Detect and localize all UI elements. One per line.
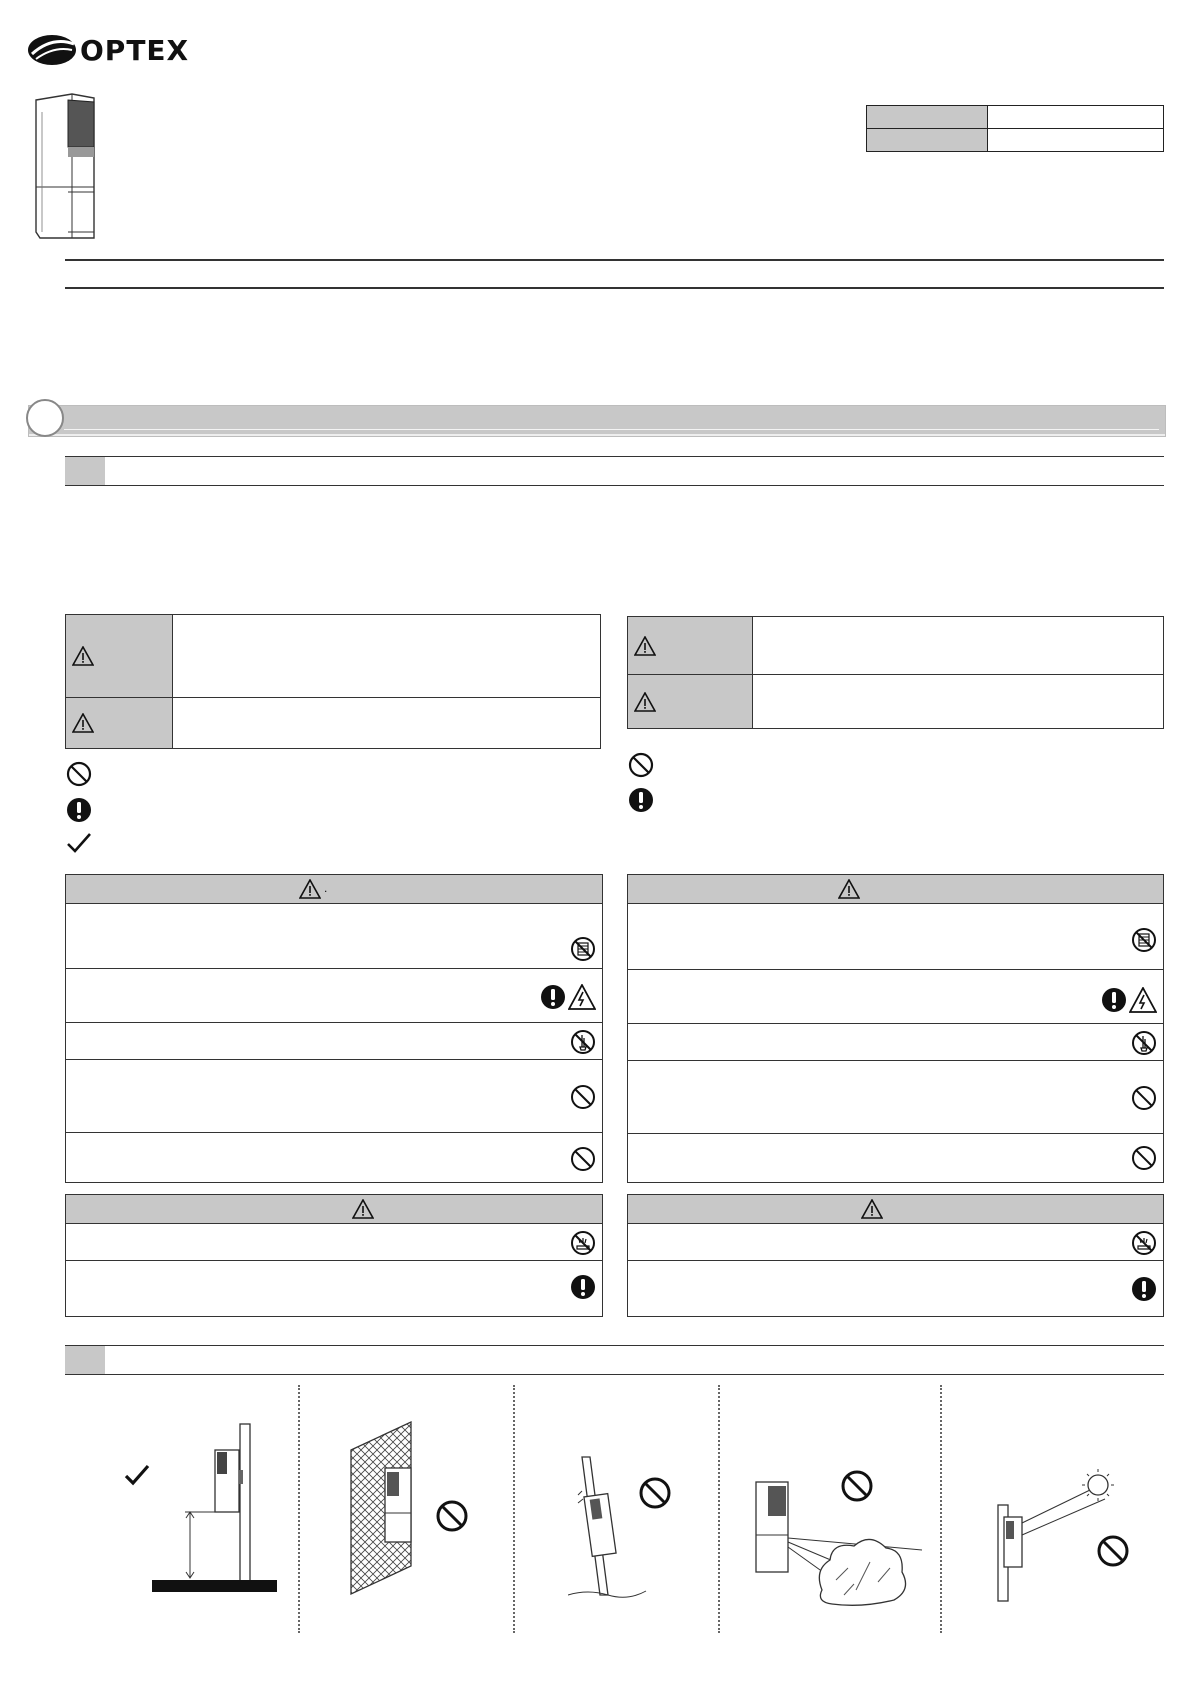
- no-water-icon: [570, 1230, 596, 1256]
- row-icons: [570, 936, 596, 962]
- row-icons: [1131, 1145, 1157, 1171]
- signal-word-table-left: [65, 614, 601, 749]
- warning-row: [66, 1133, 602, 1182]
- no-disassembly-icon: [1131, 927, 1157, 953]
- warning-row: [628, 1061, 1163, 1134]
- section-number-circle: [26, 399, 64, 437]
- warning-box-right: [627, 874, 1164, 1183]
- warning-box-title: [66, 875, 602, 904]
- row-icons: [570, 1274, 596, 1300]
- table-value-cell: [988, 106, 1164, 129]
- divider: [65, 259, 1164, 261]
- warning-box-title-suffix: .: [324, 881, 328, 895]
- electric-shock-icon: [568, 984, 596, 1010]
- warning-triangle-icon: [861, 1199, 883, 1219]
- row-icons: [540, 984, 596, 1010]
- electric-shock-icon: [1129, 987, 1157, 1013]
- model-info-table: [866, 105, 1164, 152]
- caution-row: [628, 1224, 1163, 1261]
- warning-triangle-icon: [72, 646, 94, 666]
- mandatory-icon: [1131, 1276, 1157, 1302]
- illustration-wall-mount-prohibited: [345, 1418, 485, 1598]
- caution-row: [66, 1261, 602, 1318]
- product-image: [32, 92, 102, 242]
- table-label-cell: [867, 106, 988, 129]
- row-icons: [1101, 987, 1157, 1013]
- row-icons: [1131, 927, 1157, 953]
- mandatory-icon: [570, 1274, 596, 1300]
- subsection-number: [65, 1346, 105, 1374]
- subsection-header: [65, 1345, 1164, 1375]
- warning-box-left: [65, 874, 603, 1183]
- no-touch-icon: [1131, 1030, 1157, 1056]
- prohibited-icon: [628, 752, 654, 778]
- row-icons: [570, 1084, 596, 1110]
- warning-row: [66, 969, 602, 1023]
- prohibited-icon: [1131, 1145, 1157, 1171]
- warning-triangle-icon: [299, 879, 321, 899]
- row-icons: [570, 1029, 596, 1055]
- brand-name: OPTEX: [80, 34, 190, 67]
- no-disassembly-icon: [570, 936, 596, 962]
- table-label-cell: [867, 129, 988, 152]
- warning-row: [66, 1023, 602, 1060]
- section-header-bar: [28, 405, 1166, 437]
- checkmark-icon: [66, 830, 92, 856]
- prohibited-icon: [66, 761, 92, 787]
- table-value-cell: [988, 129, 1164, 152]
- caution-label-cell: [628, 675, 753, 729]
- mandatory-icon: [540, 984, 566, 1010]
- warning-triangle-icon: [634, 692, 656, 712]
- illustration-sunlight-prohibited: [990, 1465, 1140, 1605]
- warning-box-title: [628, 875, 1163, 904]
- mandatory-icon: [628, 787, 654, 813]
- column-divider: [513, 1385, 515, 1633]
- warning-label-cell: [66, 615, 173, 698]
- column-divider: [298, 1385, 300, 1633]
- checkmark-icon: [126, 1466, 148, 1483]
- row-icons: [1131, 1030, 1157, 1056]
- subsection-header: [65, 456, 1164, 486]
- caution-box-right: [627, 1194, 1164, 1317]
- subsection-number: [65, 457, 105, 485]
- warning-row: [628, 904, 1163, 970]
- prohibited-icon: [1131, 1085, 1157, 1111]
- illustration-vegetation-prohibited: [752, 1450, 927, 1610]
- warning-row: [66, 1060, 602, 1133]
- caution-row: [628, 1261, 1163, 1318]
- row-icons: [570, 1146, 596, 1172]
- warning-triangle-icon: [72, 713, 94, 733]
- caution-row: [66, 1224, 602, 1261]
- column-divider: [940, 1385, 942, 1633]
- sun-icon: [1082, 1469, 1114, 1501]
- no-water-icon: [1131, 1230, 1157, 1256]
- warning-description-cell: [173, 615, 601, 698]
- warning-triangle-icon: [838, 879, 860, 899]
- warning-row: [628, 1024, 1163, 1061]
- row-icons: [570, 1230, 596, 1256]
- warning-triangle-icon: [634, 636, 656, 656]
- caution-description-cell: [173, 698, 601, 749]
- caution-box-title: [628, 1195, 1163, 1224]
- signal-word-table-right: [627, 616, 1164, 729]
- prohibited-icon: [570, 1146, 596, 1172]
- warning-triangle-icon: [352, 1199, 374, 1219]
- warning-row: [628, 970, 1163, 1024]
- mandatory-icon: [66, 797, 92, 823]
- caution-label-cell: [66, 698, 173, 749]
- caution-box-left: [65, 1194, 603, 1317]
- warning-description-cell: [753, 617, 1164, 675]
- warning-row: [628, 1134, 1163, 1183]
- column-divider: [718, 1385, 720, 1633]
- prohibited-icon: [570, 1084, 596, 1110]
- bush-icon: [819, 1539, 905, 1605]
- warning-row: [66, 904, 602, 969]
- caution-description-cell: [753, 675, 1164, 729]
- divider: [65, 287, 1164, 289]
- row-icons: [1131, 1085, 1157, 1111]
- mandatory-icon: [1101, 987, 1127, 1013]
- illustration-correct-mounting: [120, 1420, 280, 1595]
- caution-box-title: [66, 1195, 602, 1224]
- row-icons: [1131, 1230, 1157, 1256]
- no-touch-icon: [570, 1029, 596, 1055]
- illustration-unstable-pole-prohibited: [568, 1455, 688, 1605]
- row-icons: [1131, 1276, 1157, 1302]
- warning-label-cell: [628, 617, 753, 675]
